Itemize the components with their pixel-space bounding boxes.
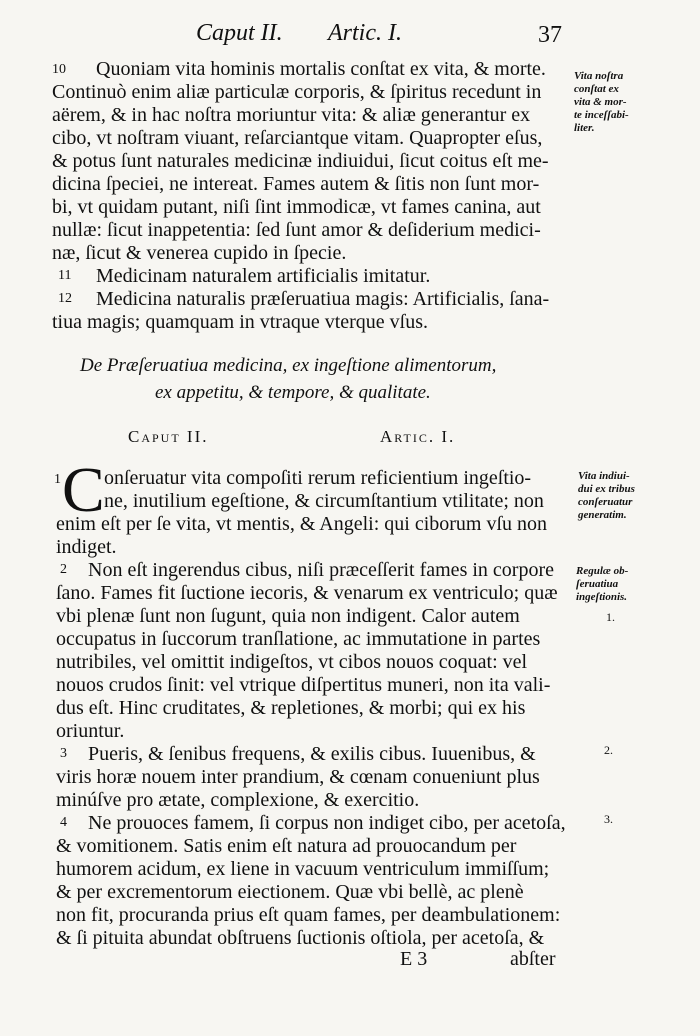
running-title: Caput II. bbox=[196, 20, 283, 46]
text-line: minúſve pro ætate, complexione, & exercitio. bbox=[56, 789, 420, 811]
page-number: 37 bbox=[538, 22, 562, 48]
text-line: nutribiles, vel omittit indigeſtos, vt cibos nouos coquat: vel bbox=[56, 651, 528, 673]
text-line: Medicinam naturalem artificialis imitatur. bbox=[96, 265, 431, 287]
line-number: 10 bbox=[52, 62, 66, 77]
text-line: Continuò enim aliæ particulæ corporis, & ſpiritus recedunt in bbox=[52, 81, 542, 103]
article-title: Artic. I. bbox=[328, 20, 402, 46]
margin-number: 1. bbox=[606, 610, 615, 624]
margin-number: 2. bbox=[604, 743, 613, 757]
text-line: Non eſt ingerendus cibus, niſi præceſſerit fames in corpore bbox=[88, 559, 554, 581]
text-line: bi, vt quidam putant, niſi ſint immodicæ, vt fames canina, aut bbox=[52, 196, 541, 218]
margin-note: Vita noſtra conſtat ex vita & mor- te inceſſabi- liter. bbox=[574, 70, 629, 134]
text-line: cibo, vt noſtram viuant, reſarciantque vitam. Quapropter eſus, bbox=[52, 127, 543, 149]
text-line: nouos crudos ſinit: vel vtrique diſpertitus muneri, non ita vali- bbox=[56, 674, 551, 696]
text-line: Pueris, & ſenibus frequens, & exilis cibus. Iuuenibus, & bbox=[88, 743, 536, 765]
text-line: tiua magis; quamquam in vtraque vterque vſus. bbox=[52, 311, 429, 333]
margin-note: Regulæ ob- ſeruatiua ingeſtionis. bbox=[576, 565, 629, 603]
text-line: oriuntur. bbox=[56, 720, 125, 742]
chapter-heading: Caput II. bbox=[128, 427, 209, 446]
text-line: ne, inutilium egeſtione, & circumſtantium vtilitate; non bbox=[104, 490, 544, 512]
text-line: dus eſt. Hinc cruditates, & repletiones, & morbi; qui ex his bbox=[56, 697, 526, 719]
text-line: Medicina naturalis præſeruatiua magis: Artificialis, ſana- bbox=[96, 288, 550, 310]
text-line: dicina ſpeciei, ne intereat. Fames autem & ſitis non ſunt mor- bbox=[52, 173, 540, 195]
article-heading: Artic. I. bbox=[380, 427, 456, 446]
text-line: nullæ: ſicut inappetentia: ſed ſunt amor & deſiderium medici- bbox=[52, 219, 541, 241]
margin-note: Vita indiui- dui ex tribus conſeruatur generatim. bbox=[578, 470, 635, 521]
line-number: 2 bbox=[60, 562, 67, 577]
text-line: occupatus in ſuccorum tranſlatione, ac immutatione in partes bbox=[56, 628, 541, 650]
text-line: & potus ſunt naturales medicinæ indiuidui, ſicut coitus eſt me- bbox=[52, 150, 549, 172]
signature-mark: E 3 bbox=[400, 948, 428, 970]
text-line: næ, ſicut & venerea cupido in ſpecie. bbox=[52, 242, 347, 264]
margin-number: 3. bbox=[604, 812, 613, 826]
line-number: 3 bbox=[60, 746, 67, 761]
text-line: humorem acidum, ex liene in vacuum ventriculum immiſſum; bbox=[56, 858, 550, 880]
text-line: vbi plenæ ſunt non ſugunt, quia non indigent. Calor autem bbox=[56, 605, 520, 627]
text-line: enim eſt per ſe vita, vt mentis, & Angeli: qui ciborum vſu non bbox=[56, 513, 548, 535]
catchword: abſter bbox=[510, 948, 556, 970]
text-line: Quoniam vita hominis mortalis conſtat ex vita, & morte. bbox=[96, 58, 546, 80]
drop-cap: C bbox=[62, 454, 105, 525]
text-line: & ſi pituita abundat obſtruens ſuctionis oſtiola, per acetoſa, & bbox=[56, 927, 545, 949]
text-line: non fit, procuranda prius eſt quam fames, per deambulationem: bbox=[56, 904, 561, 926]
line-number: 11 bbox=[58, 268, 72, 283]
text-line: aërem, & in hac noſtra moriuntur vita: & aliæ generantur ex bbox=[52, 104, 531, 126]
text-line: viris horæ nouem inter prandium, & cœnam conueniunt plus bbox=[56, 766, 540, 788]
line-number: 4 bbox=[60, 815, 67, 830]
line-number: 1 bbox=[54, 472, 61, 487]
text-line: onſeruatur vita compoſiti rerum reficientium ingeſtio- bbox=[104, 467, 532, 489]
text-line: & vomitionem. Satis enim eſt natura ad prouocandum per bbox=[56, 835, 517, 857]
text-line: Ne prouoces famem, ſi corpus non indiget cibo, per acetoſa, bbox=[88, 812, 566, 834]
text-line: & per excrementorum eiectionem. Quæ vbi bellè, ac plenè bbox=[56, 881, 524, 903]
text-line: ſano. Fames fit ſuctione iecoris, & venarum ex ventriculo; quæ bbox=[56, 582, 558, 604]
section-title-line-2: ex appetitu, & tempore, & qualitate. bbox=[155, 382, 431, 403]
text-line: indiget. bbox=[56, 536, 117, 558]
line-number: 12 bbox=[58, 291, 72, 306]
section-title-line-1: De Præſeruatiua medicina, ex ingeſtione alimentorum, bbox=[80, 355, 497, 376]
